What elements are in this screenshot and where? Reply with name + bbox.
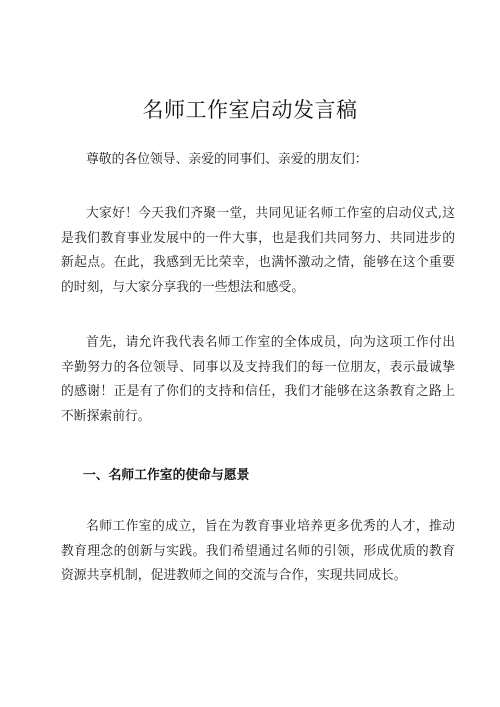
thanks-paragraph: 首先，请允许我代表名师工作室的全体成员，向为这项工作付出辛勤努力的各位领导、同事以及支持我们的每一位朋友，表示最诚挚的感谢！正是有了你们的支持和信任，我们才能够在这条教育之路上不断探索前行。	[61, 335, 455, 424]
mission-paragraph: 名师工作室的成立，旨在为教育事业培养更多优秀的人才，推动教育理念的创新与实践。我们希望通过名师的引领，形成优质的教育资源共享机制，促进教师之间的交流与合作，实现共同成长。	[61, 519, 455, 583]
salutation-paragraph: 尊敬的各位领导、亲爱的同事们、亲爱的朋友们：	[86, 152, 368, 167]
document-title: 名师工作室启动发言稿	[142, 98, 358, 122]
section-heading: 一、名师工作室的使命与愿景	[83, 468, 250, 483]
opening-paragraph: 大家好！今天我们齐聚一堂，共同见证名师工作室的启动仪式,这是我们教育事业发展中的一件大事，也是我们共同努力、共同进步的新起点。在此，我感到无比荣幸，也满怀激动之情，能够在这个重要的时刻，与大家分享我的一些想法和感受。	[61, 206, 455, 295]
